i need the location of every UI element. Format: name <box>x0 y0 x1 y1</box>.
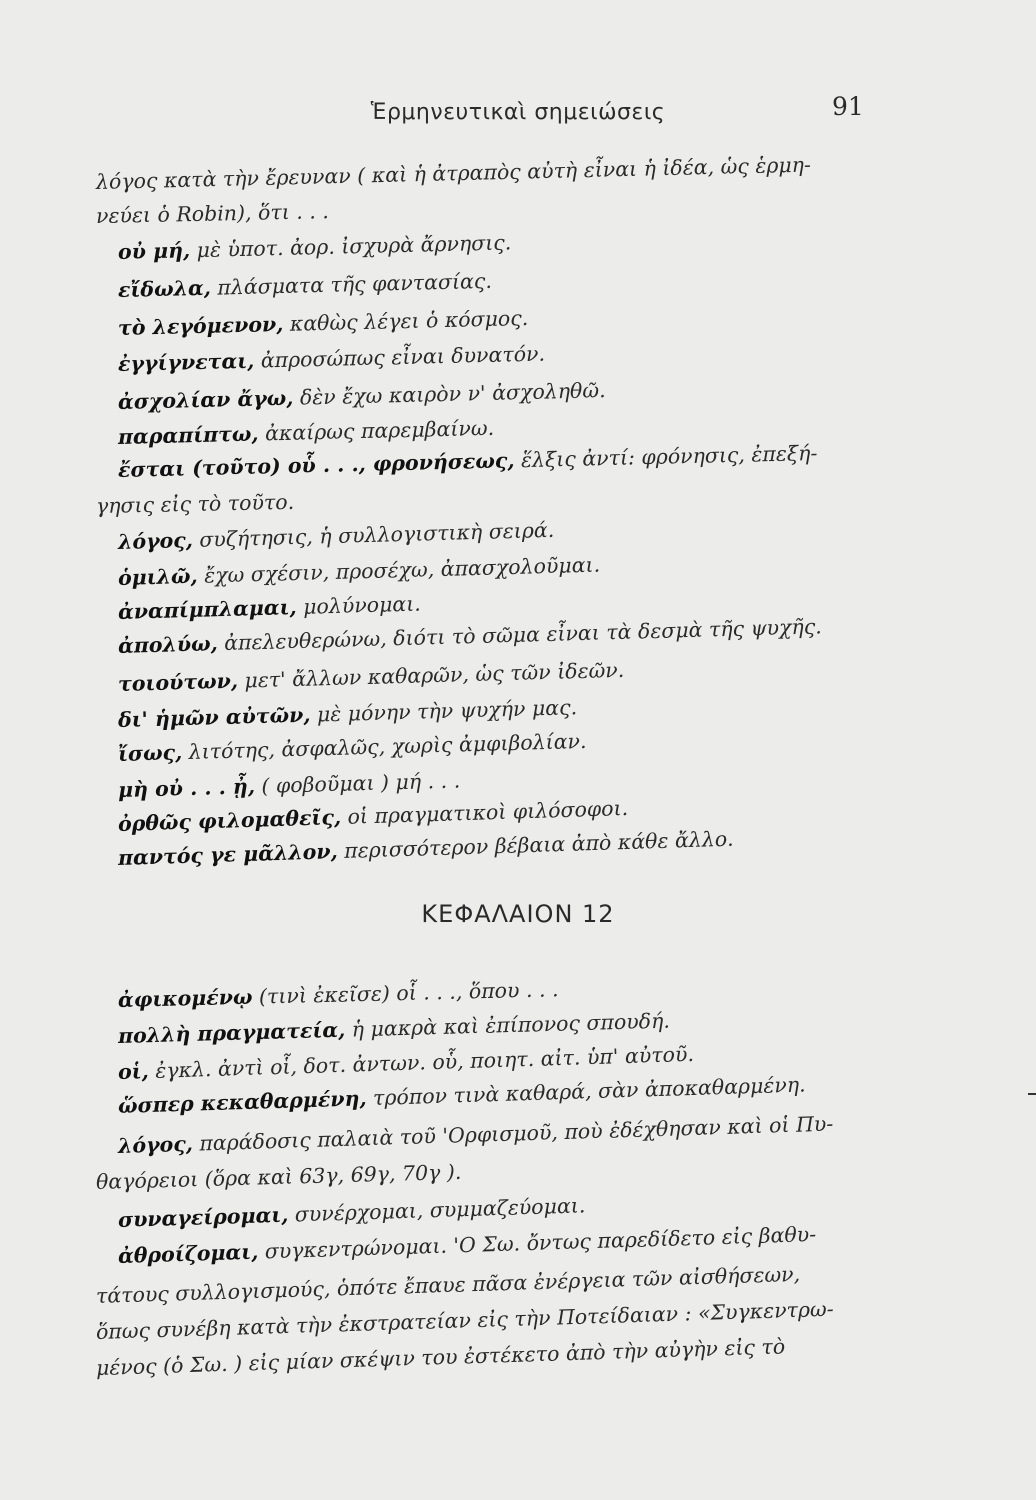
note-term: τοιούτων, <box>117 668 239 696</box>
note-text: λιτότης, ἀσφαλῶς, χωρὶς ἀμφιβολίαν. <box>181 728 587 765</box>
note-term: ἀπολύω, <box>117 631 219 658</box>
note-line <box>118 441 818 482</box>
note-text: ἀπροσώπως εἶναι δυνατόν. <box>253 341 546 373</box>
note-term: ἔσται (τοῦτο) οὗ . . ., φρονήσεως, <box>117 448 515 482</box>
note-term: ὥσπερ κεκαθαρμένη, <box>117 1086 367 1118</box>
note-line <box>118 518 555 554</box>
note-text: συγκεντρώνομαι. 'Ο Σω. ὄντως παρεδίδετο εἰς βαθυ- <box>257 1222 817 1264</box>
note-text: δὲν ἔχω καιρὸν ν' ἀσχοληθῶ. <box>293 378 606 410</box>
note-text: μὲ μόνην τὴν ψυχήν μας. <box>310 695 578 727</box>
note-text: νεύει ὁ Robin), ὅτι . . . <box>95 199 330 228</box>
note-text: τρόπον τινὰ καθαρά, σὰν ἀποκαθαρμένη. <box>366 1072 806 1111</box>
note-term: λόγος, <box>117 1131 194 1158</box>
note-line <box>118 729 587 766</box>
note-line <box>96 153 811 194</box>
note-text: παράδοσις παλαιὰ τοῦ 'Ορφισμοῦ, ποὺ ἐδέχθησαν καὶ οἱ Πυ- <box>192 1111 834 1156</box>
page-number: 91 <box>832 92 864 121</box>
note-text: ἐγκλ. ἀντὶ οἷ, δοτ. ἀντων. οὗ, ποιητ. αἰτ. ὑπ' αὐτοῦ. <box>148 1041 695 1084</box>
note-text: ἀπελευθερώνω, διότι τὸ σῶμα εἶναι τὰ δεσμὰ τῆς ψυχῆς. <box>217 614 823 656</box>
note-line <box>118 1009 670 1048</box>
note-line <box>118 827 734 870</box>
note-line <box>118 553 601 590</box>
note-line <box>118 592 421 624</box>
note-text: συνέρχομαι, συμμαζεύομαι. <box>287 1193 586 1227</box>
note-line <box>118 1112 834 1158</box>
note-term: λόγος, <box>117 527 194 554</box>
note-text: πλάσματα τῆς φαντασίας. <box>210 268 493 300</box>
note-text: ἕλξις ἀντί: φρόνησις, ἐπεξή- <box>514 440 818 473</box>
note-text: ἀκαίρως παρεμβαίνω. <box>258 415 495 446</box>
note-term: ἴσως, <box>117 740 183 766</box>
note-text: ( φοβοῦμαι ) μή . . . <box>254 768 461 799</box>
note-text: λόγος κατὰ τὴν ἔρευναν ( καὶ ἡ ἀτραπὸς αὐτὴ εἶναι ἡ ἰδέα, ὡς ἑρμη- <box>95 152 812 194</box>
note-text: τάτους συλλογισμούς, ὁπότε ἔπαυε πᾶσα ἐνέργεια τῶν αἰσθήσεων, <box>95 1261 801 1308</box>
note-line <box>118 695 578 732</box>
note-line <box>118 416 495 449</box>
note-term: ἀναπίμπλαμαι, <box>117 595 297 624</box>
note-term: πολλὴ πραγματεία, <box>117 1017 346 1048</box>
note-term: ἀφικομένῳ <box>117 984 253 1012</box>
note-term: ἐγγίγνεται, <box>117 348 255 376</box>
note-line <box>96 1334 786 1380</box>
note-term: οὐ μή, <box>117 238 191 264</box>
note-text: καθὼς λέγει ὁ κόσμος. <box>283 305 529 336</box>
note-text: γησις εἰς τὸ τοῦτο. <box>95 489 295 518</box>
note-text: μολύνομαι. <box>296 591 422 620</box>
note-text: μετ' ἄλλων καθαρῶν, ὡς τῶν ἰδεῶν. <box>237 657 625 693</box>
note-term: τὸ λεγόμενον, <box>117 311 284 340</box>
note-line <box>118 306 529 340</box>
note-term: ἀσχολίαν ἄγω, <box>117 385 294 414</box>
chapter-heading: ΚΕΦΑΛΑΙΟΝ 12 <box>421 900 615 928</box>
note-term: ὀρθῶς φιλομαθεῖς, <box>117 804 342 836</box>
note-text: συζήτησις, ἡ συλλογιστικὴ σειρά. <box>192 517 555 552</box>
note-text: ἔχω σχέσιν, προσέχω, ἀπασχολοῦμαι. <box>197 552 601 588</box>
note-line <box>118 768 461 802</box>
note-line <box>118 1222 817 1268</box>
note-text: θαγόρειοι (ὅρα καὶ 63γ, 69γ, 70γ ). <box>95 1159 462 1194</box>
note-line <box>118 977 559 1012</box>
note-term: δι' ἡμῶν αὐτῶν, <box>117 702 311 732</box>
note-line <box>96 1160 462 1194</box>
running-header: Ἑρμηνευτικαὶ σημειώσεις <box>370 100 666 125</box>
note-line <box>118 1193 586 1232</box>
note-text: περισσότερον βέβαια ἀπὸ κάθε ἄλλο. <box>337 826 734 864</box>
note-term: συναγείρομαι, <box>117 1202 289 1232</box>
note-term: ἀθροίζομαι, <box>117 1239 259 1268</box>
note-line <box>118 658 625 696</box>
note-line <box>118 269 492 302</box>
note-line <box>118 378 606 414</box>
note-line <box>118 342 546 376</box>
note-text: οἱ πραγματικοὶ φιλόσοφοι. <box>340 795 629 829</box>
note-text: (τινὶ ἐκεῖσε) οἷ . . ., ὅπου . . . <box>252 977 559 1009</box>
note-term: παραπίπτω, <box>117 421 259 449</box>
note-text: μὲ ὑποτ. ἀορ. ἰσχυρὰ ἄρνησις. <box>189 230 512 263</box>
note-text: ὅπως συνέβη κατὰ τὴν ἐκστρατείαν εἰς τὴν Ποτείδαιαν : «Συγκεντρω- <box>95 1296 834 1344</box>
note-text: μένος (ὁ Σω. ) εἰς μίαν σκέψιν του ἐστέκετο ἀπὸ τὴν αὐγὴν εἰς τὸ <box>95 1334 786 1380</box>
note-term: ὁμιλῶ, <box>117 563 198 590</box>
note-line <box>118 230 512 264</box>
note-text: ἡ μακρὰ καὶ ἐπίπονος σπουδή. <box>344 1008 671 1042</box>
edge-mark <box>1028 1093 1036 1095</box>
note-term: οἱ, <box>117 1059 150 1084</box>
note-term: παντός γε μᾶλλον, <box>117 839 339 870</box>
note-term: εἴδωλα, <box>117 275 212 302</box>
note-line <box>96 199 329 228</box>
note-term: μὴ οὐ . . . ᾖ, <box>117 774 256 802</box>
note-line <box>96 490 295 518</box>
note-line <box>118 796 629 836</box>
